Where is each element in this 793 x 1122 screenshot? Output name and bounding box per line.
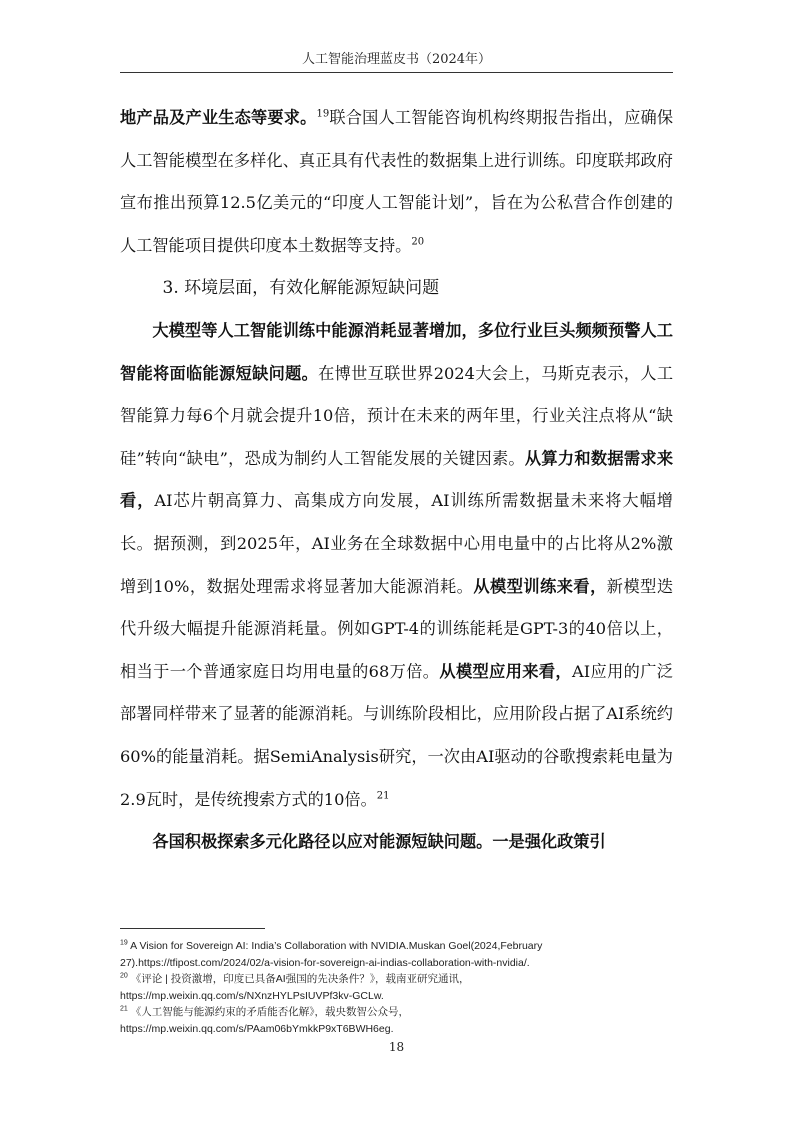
footnote-link[interactable]: 27).https://tfipost.com/2024/02/a-vision-for-sovereign-ai-indias-collaboration-with-nvidia/. xyxy=(120,956,530,969)
header-divider xyxy=(120,72,673,73)
paragraph-energy xyxy=(120,310,673,821)
footnotes xyxy=(120,938,673,1037)
bold-phrase-training: 从模型训练来看， xyxy=(473,576,607,596)
footnote-ref-21[interactable]: 21 xyxy=(376,790,390,802)
footnote-ref-20[interactable]: 20 xyxy=(411,236,425,248)
footnote-link[interactable]: https://mp.weixin.qq.com/s/PAam06bYmkkP9xT6BWH6eg. xyxy=(120,1022,394,1035)
main-body xyxy=(120,97,673,864)
footnote-ref-19[interactable]: 19 xyxy=(316,108,330,120)
footnote-20: $^{20}$ 《评论 | 投资激增，印度已具备AI强国的先决条件？》，载南亚研究通讯， https://mp.weixin.qq.com/s/NXnzHYLPsIUVPf3kv-GCLw. xyxy=(120,972,470,1002)
section-heading: 3. 环境层面，有效化解能源短缺问题 xyxy=(162,278,440,299)
paragraph-text: AI芯片朝高算力、高集成方向发展，AI训练所需数据量未来将大幅增长。据预测，到2025年，AI业务在全球数据中心用电量中的占比将从2%激增到10%，数据处理需求将显著加大能源消耗。 xyxy=(120,491,673,596)
footnote-divider xyxy=(120,928,265,929)
bold-lead: 地产品及产业生态等要求。 xyxy=(120,108,317,127)
running-header: 人工智能治理蓝皮书（2024年） xyxy=(301,52,492,67)
footnote-19: $^{19}$ A Vision for Sovereign AI: India’s Collaboration with NVIDIA.Muskan Goel(2024,February 27).https://tfipost.com/2024/02/a-vision-for-sovereign-ai-indias-collaboration-with-nvidia/. xyxy=(120,939,543,969)
paragraph-text: 联合国人工智能咨询机构终期报告指出，应确保人工智能模型在多样化、真正具有代表性的数据集上进行训练。印度联邦政府宣布推出预算12.5亿美元的“印度人工智能计划”，旨在为公私营合作创建的人工智能项目提供印度本土数据等支持。 xyxy=(120,108,674,255)
paragraph-text: 在博世互联世界2024大会上，马斯克表示，人工智能算力每6个月就会提升10倍，预计在未来的两年里，行业关注点将从“缺硅”转向“缺电”，恐成为制约人工智能发展的关键因素。 xyxy=(120,363,674,468)
bold-phrase-compute: 从算力和数据需求来看， xyxy=(120,448,674,511)
bold-phrase-application: 从模型应用来看， xyxy=(439,661,573,681)
paragraph-text: AI应用的广泛部署同样带来了显著的能源消耗。与训练阶段相比，应用阶段占据了AI系统约60%的能量消耗。据SemiAnalysis研究，一次由AI驱动的谷歌搜索耗电量为2.9瓦时，是传统搜索方式的10倍。 xyxy=(120,661,673,809)
footnote-link[interactable]: https://mp.weixin.qq.com/s/NXnzHYLPsIUVPf3kv-GCLw. xyxy=(120,989,384,1002)
paragraph-text: 新模型迭代升级大幅提升能源消耗量。例如GPT-4的训练能耗是GPT-3的40倍以上，相当于一个普通家庭日均用电量的68万倍。 xyxy=(120,576,674,681)
paragraph-countries xyxy=(120,821,673,864)
bold-lead: 各国积极探索多元化路径以应对能源短缺问题。一是强化政策引 xyxy=(152,832,606,852)
bold-lead: 大模型等人工智能训练中能源消耗显著增加，多位行业巨头频频预警人工智能将面临能源短缺问题。 xyxy=(120,320,673,383)
page-number: 18 xyxy=(388,1040,405,1054)
paragraph-data-requirements xyxy=(120,97,673,267)
footnote-21: $^{21}$ 《人工智能与能源约束的矛盾能否化解》，载央数智公众号， https://mp.weixin.qq.com/s/PAam06bYmkkP9xT6BWH6eg. xyxy=(120,1005,409,1035)
